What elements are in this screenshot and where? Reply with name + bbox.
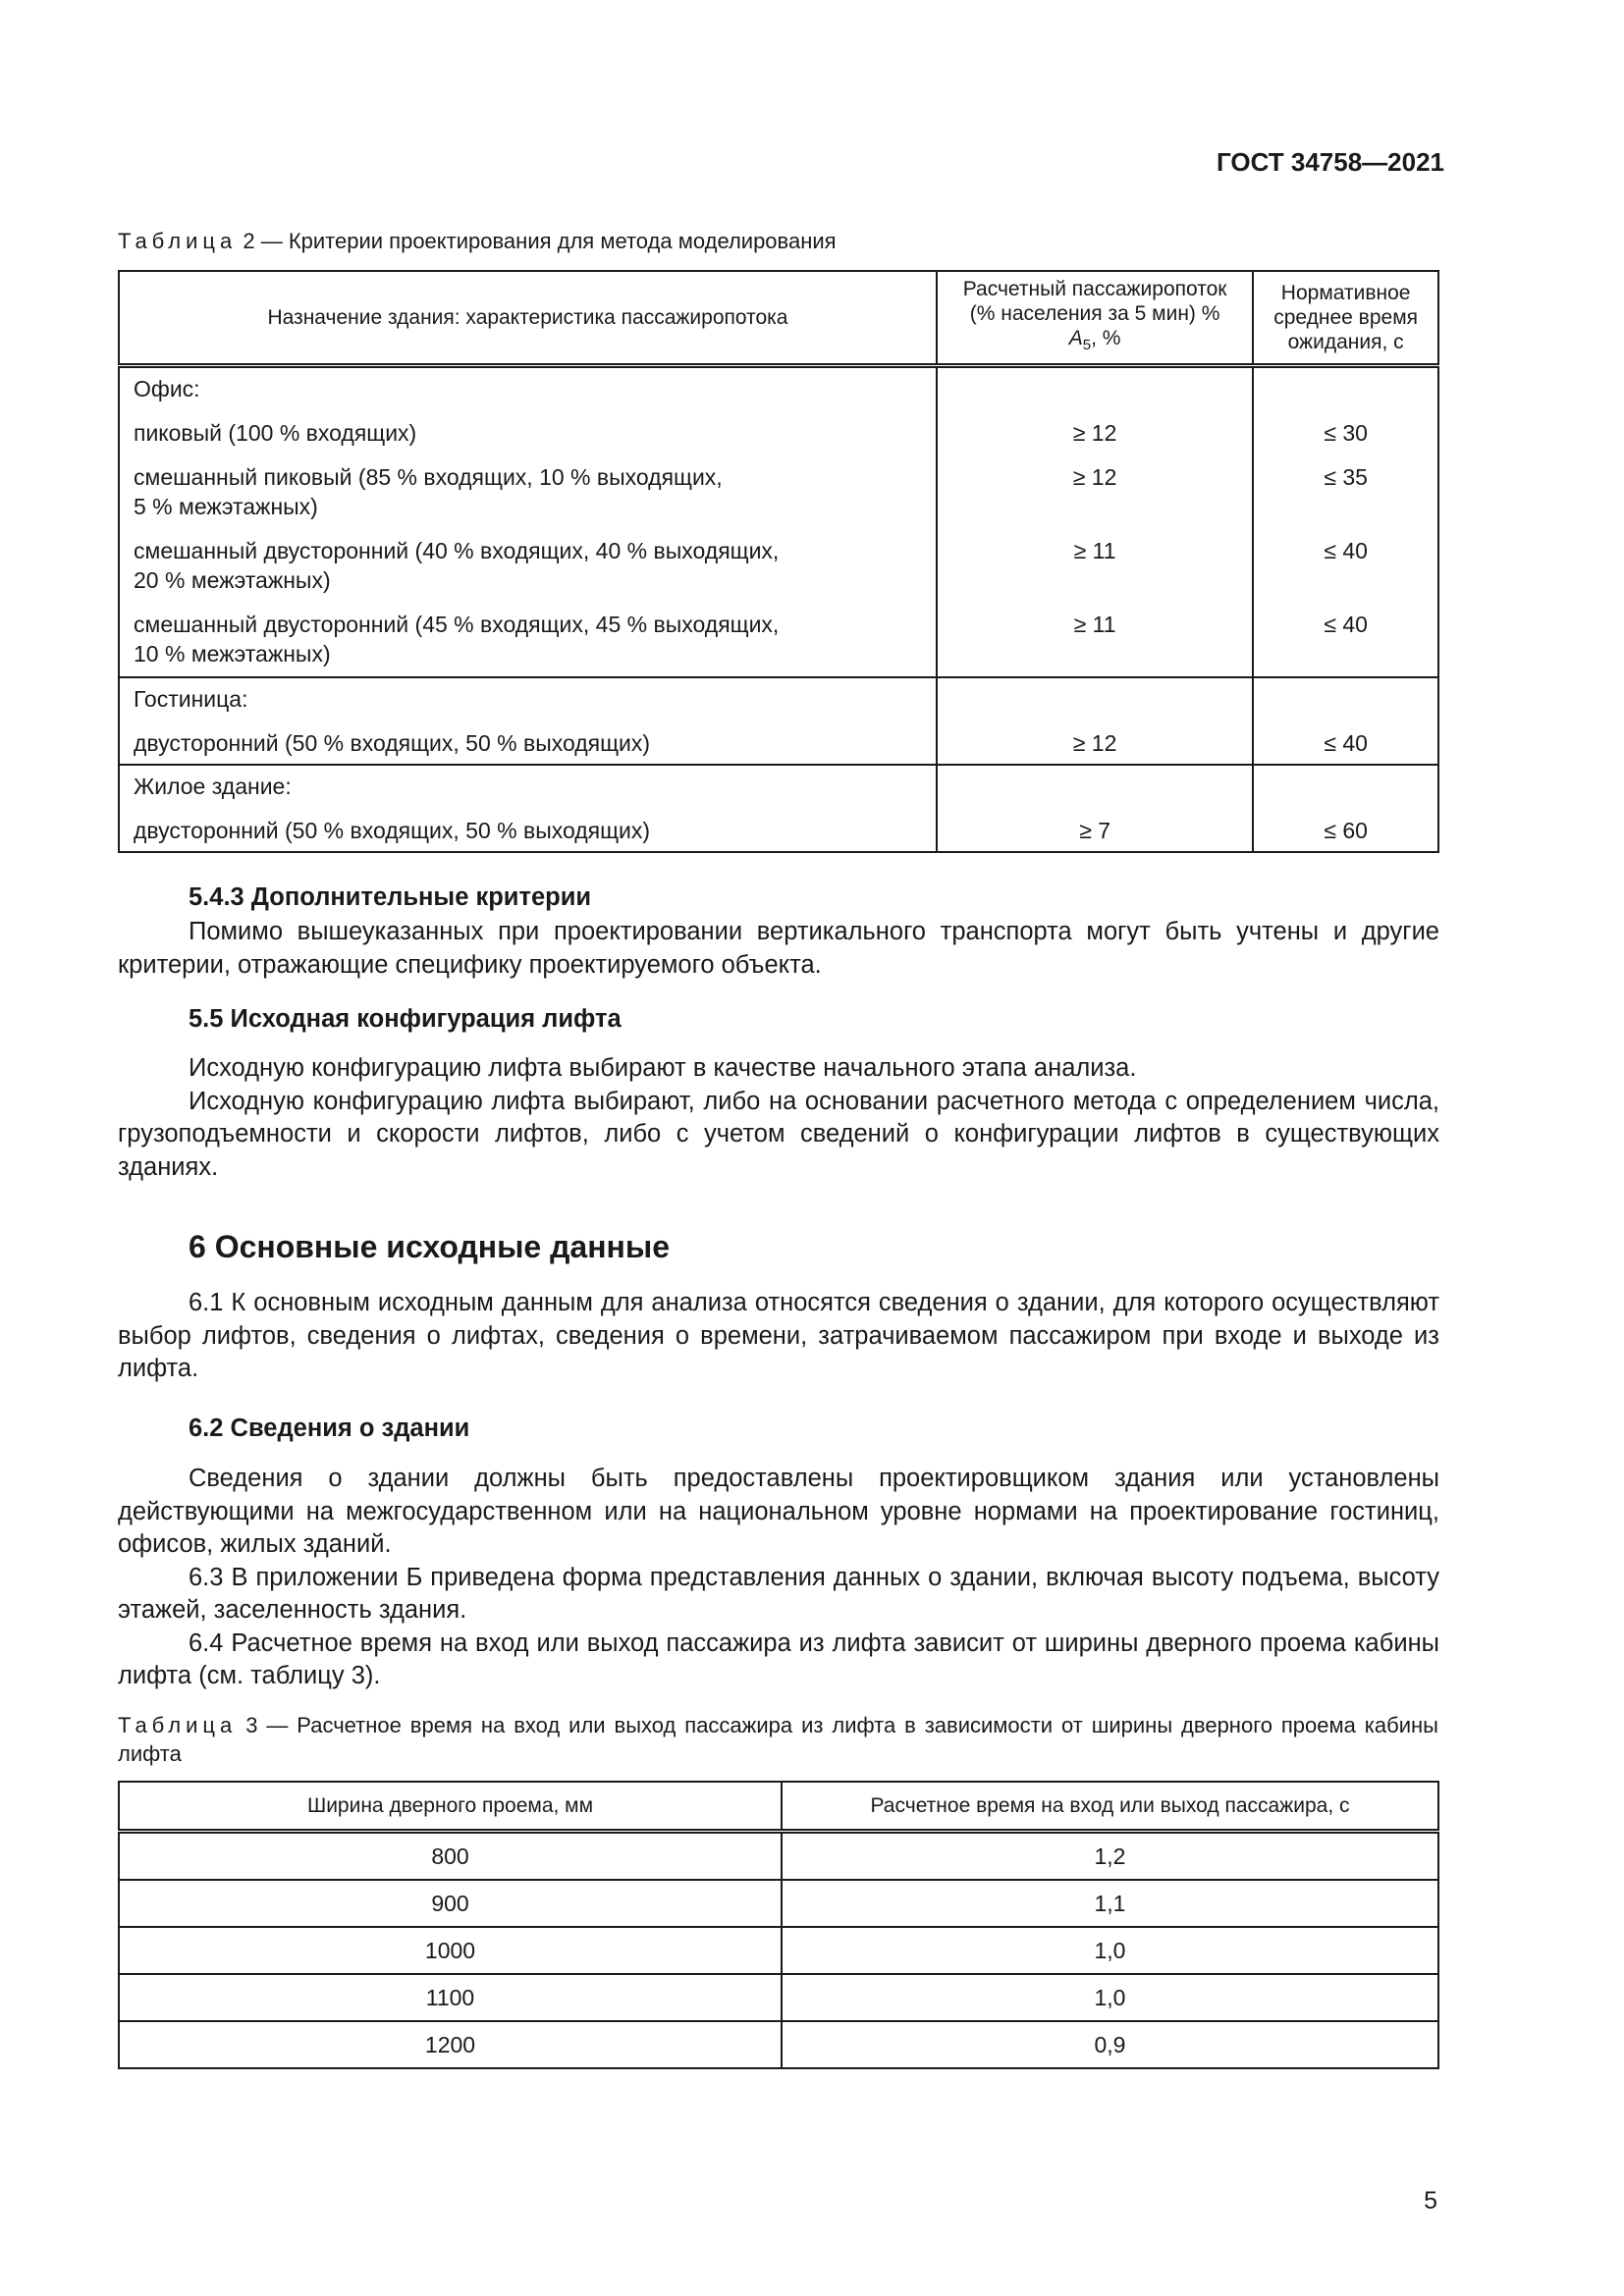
table-group-office [119,366,1438,678]
door-width-cell: 1200 [119,2021,782,2068]
paragraph: Помимо вышеуказанных при проектировании вертикального транспорта могут быть учтены и другие критерии, отражающие специфику проектируемого объекта. [118,918,1439,979]
table2-caption [118,227,1438,255]
section-5-5-body [118,1052,1439,1184]
wait-value: ≤ 30 [1324,420,1368,446]
table-group-residential [119,765,1438,852]
row-label-office-mixed-2way-45-1: смешанный двусторонний (45 % входящих, 45 % выходящих, [134,612,780,637]
row-label-office-peak: пиковый (100 % входящих) [134,420,417,446]
row-label-office-mixed-peak-1: смешанный пиковый (85 % входящих, 10 % выходящих, [134,464,723,490]
row-label-office-mixed-peak-2: 5 % межэтажных) [134,494,318,519]
flow-value: ≥ 11 [1073,612,1116,637]
group-office-flow-cell [937,366,1253,678]
door-width-cell: 1000 [119,1927,782,1974]
design-criteria-table [118,270,1439,853]
header-door-width: Ширина дверного проема, мм [119,1782,782,1832]
header-passenger-flow-line1: Расчетный пассажиропоток [962,278,1227,301]
entry-time-cell: 1,1 [782,1880,1438,1927]
group-residential-wait-cell [1253,765,1438,852]
section-5-4-3-title: 5.4.3 Дополнительные критерии [189,883,592,911]
header-waiting-time-line2: среднее время [1273,306,1418,329]
section-6-2-body [118,1463,1439,1693]
row-label-residential-2way: двусторонний (50 % входящих, 50 % выходящих) [134,818,651,843]
a5-unit: , % [1091,327,1121,350]
group-label-residential: Жилое здание: [134,774,292,799]
table2-caption-text: 2 — Критерии проектирования для метода моделирования [237,229,837,253]
door-width-cell: 900 [119,1880,782,1927]
group-office-cell [119,366,937,678]
group-office-wait-cell [1253,366,1438,678]
flow-value: ≥ 12 [1072,420,1117,446]
header-passenger-flow-line3 [938,326,1252,357]
paragraph: Исходную конфигурацию лифта выбирают, либо на основании расчетного метода с определением числа, грузоподъемности и скорости лифтов, либо с учетом сведений о конфигурации лифтов в существующих зданиях. [118,1087,1439,1181]
table-group-hotel [119,677,1438,765]
header-building-purpose: Назначение здания: характеристика пассажиропотока [119,271,937,366]
paragraph: Сведения о здании должны быть предоставлены проектировщиком здания или установлены действующими на межгосударственном или на национальном уровне нормами на проектирование гостиниц, офисов, жилых зданий. [118,1465,1439,1558]
table-header-row [119,1782,1438,1832]
wait-value: ≤ 40 [1324,730,1368,756]
flow-value: ≥ 11 [1073,538,1116,563]
a5-subscript: 5 [1082,337,1092,354]
paragraph: 6.1 К основным исходным данным для анализа относятся сведения о здании, для которого осуществляют выбор лифтов, сведения о лифтах, сведения о времени, затрачиваемом пассажиром при входе и выходе из лифта. [118,1289,1439,1382]
row-label-hotel-2way: двусторонний (50 % входящих, 50 % выходящих) [134,730,651,756]
table-row [119,2021,1438,2068]
paragraph: 6.3 В приложении Б приведена форма представления данных о здании, включая высоту подъема, высоту этажей, заселенность здания. [118,1563,1439,1624]
section-6-2-title: 6.2 Сведения о здании [189,1415,470,1442]
entry-time-cell: 1,2 [782,1832,1438,1881]
section-5-5-title: 5.5 Исходная конфигурация лифта [189,1005,622,1033]
a5-symbol: A [1068,327,1083,350]
header-waiting-time [1253,271,1438,366]
wait-value: ≤ 40 [1324,538,1368,563]
section-6-title: 6 Основные исходные данные [189,1229,670,1264]
table3-caption-label: Таблица [118,1713,238,1737]
section-6-1-body [118,1287,1439,1386]
header-entry-time: Расчетное время на вход или выход пассажира, с [782,1782,1438,1832]
group-label-hotel: Гостиница: [134,686,248,712]
entry-time-table [118,1781,1439,2069]
row-label-office-mixed-2way-40-1: смешанный двусторонний (40 % входящих, 40 % выходящих, [134,538,780,563]
group-label-office: Офис: [134,376,200,401]
document-standard-number: ГОСТ 34758—2021 [1217,147,1444,177]
group-hotel-flow-cell [937,677,1253,765]
flow-value: ≥ 12 [1072,464,1117,490]
entry-time-cell: 0,9 [782,2021,1438,2068]
table-row [119,1880,1438,1927]
group-hotel-wait-cell [1253,677,1438,765]
flow-value: ≥ 7 [1079,818,1110,843]
table3-caption [118,1711,1438,1768]
table-row [119,1832,1438,1881]
table-row [119,1927,1438,1974]
group-hotel-cell [119,677,937,765]
table2-caption-label: Таблица [118,229,238,253]
entry-time-cell: 1,0 [782,1974,1438,2021]
table-header-row [119,271,1438,366]
header-passenger-flow [937,271,1253,366]
flow-value: ≥ 12 [1072,730,1117,756]
row-label-office-mixed-2way-45-2: 10 % межэтажных) [134,641,331,667]
header-passenger-flow-line2: (% населения за 5 мин) % [969,302,1220,326]
door-width-cell: 800 [119,1832,782,1881]
paragraph: Исходную конфигурацию лифта выбирают в качестве начального этапа анализа. [189,1054,1137,1082]
section-5-4-3-body [118,916,1439,982]
paragraph: 6.4 Расчетное время на вход или выход пассажира из лифта зависит от ширины дверного проема кабины лифта (см. таблицу 3). [118,1629,1439,1689]
entry-time-cell: 1,0 [782,1927,1438,1974]
wait-value: ≤ 35 [1324,464,1368,490]
wait-value: ≤ 60 [1324,818,1368,843]
header-waiting-time-line3: ожидания, с [1287,331,1404,353]
header-waiting-time-line1: Нормативное [1280,282,1411,304]
page-number: 5 [1424,2187,1437,2215]
group-residential-flow-cell [937,765,1253,852]
row-label-office-mixed-2way-40-2: 20 % межэтажных) [134,567,331,593]
group-residential-cell [119,765,937,852]
table3-caption-text: 3 — Расчетное время на вход или выход пассажира из лифта в зависимости от ширины дверного проема кабины лифта [118,1713,1438,1766]
wait-value: ≤ 40 [1324,612,1368,637]
door-width-cell: 1100 [119,1974,782,2021]
table-row [119,1974,1438,2021]
